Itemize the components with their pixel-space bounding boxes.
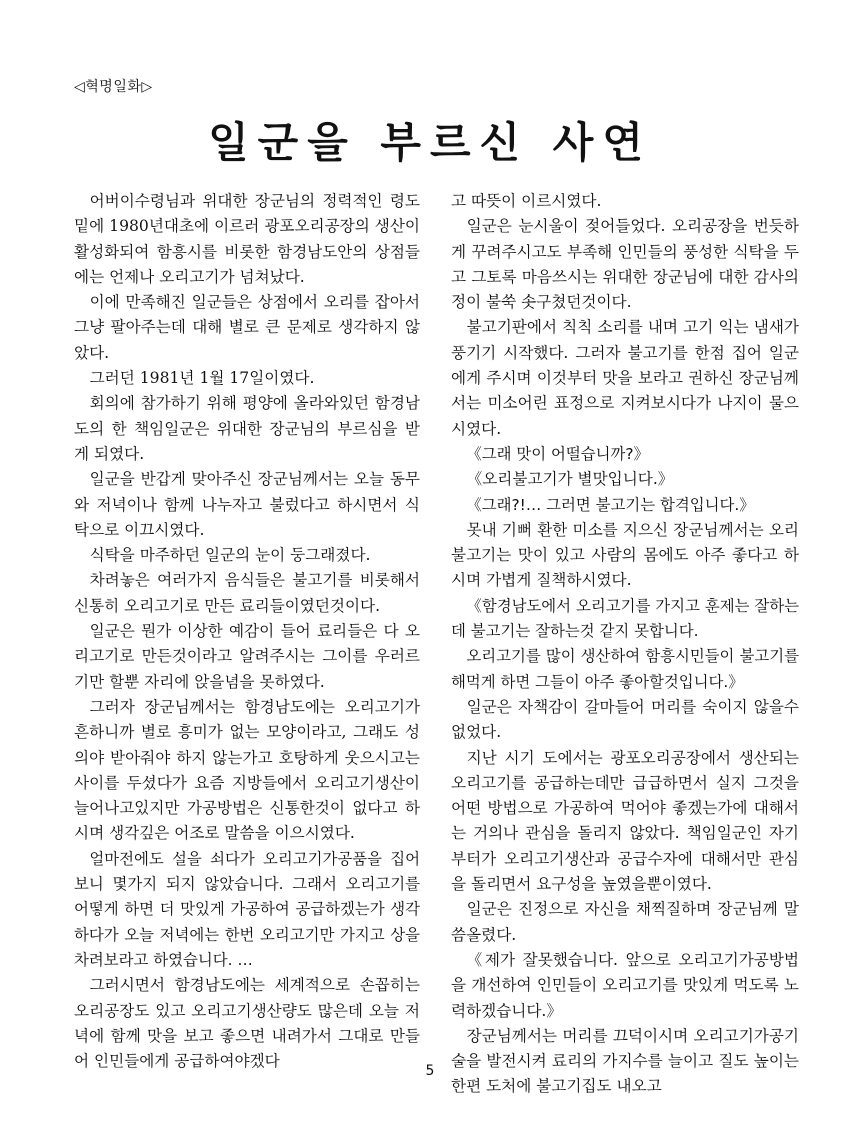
left-column (74, 189, 420, 1074)
quote: 《그래 맛이 어떨습니까?》 (466, 444, 649, 463)
paragraph: 일군은 눈시울이 젖어들었다. 오리공장을 번듯하게 꾸려주시고도 부족해 인민들의 풍성한 식탁을 두고 그토록 마음쓰시는 위대한 장군님에 대한 감사의 정이 불쑥 솟구쳤던것이다. (451, 217, 799, 312)
article-title: 일군을 부르신 사연 (208, 118, 652, 167)
paragraph: 일군을 반갑게 맞아주신 장군님께서는 오늘 동무와 저녁이나 함께 나누자고 불렀다고 하시면서 식탁으로 이끄시였다. (74, 470, 420, 539)
paragraph: 그러자 장군님께서는 함경남도에는 오리고기가 흔하니까 별로 흥미가 없는 모양이라고, 그래도 성의야 받아줘야 하지 않는가고 호탕하게 웃으시고는 사이를 두셨다가 요즘 지방들에서 오리고기생산이 늘어나고있지만 가공방법은 신통한것이 없다고 하시며 생각깊은 어조로 말씀을 이으시였다. (74, 697, 420, 843)
quote: 《함경남도에서 오리고기를 가지고 훈제는 잘하는데 불고기는 잘하는것 같지 못합니다. (451, 596, 799, 641)
paragraph: 그러던 1981년 1월 17일이였다. (89, 369, 315, 388)
page-number: 5 (425, 1063, 435, 1079)
paragraph: 일군은 진정으로 자신을 채찍질하며 장군님께 말씀올렸다. (451, 900, 799, 944)
paragraph: 일군은 자책감이 갈마들어 머리를 숙이지 않을수 없었다. (451, 697, 799, 742)
right-column (451, 189, 799, 1100)
quote: 《오리불고기가 별맛입니다.》 (466, 470, 674, 489)
paragraph: 이에 만족해진 일군들은 상점에서 오리를 잡아서 그냥 팔아주는데 대해 별로 큰 문제로 생각하지 않았다. (74, 293, 420, 362)
paragraph: 얼마전에도 설을 쇠다가 오리고기가공품을 집어보니 몇가지 되지 않았습니다. 그래서 오리고기를 어떻게 하면 더 맛있게 가공하여 공급하겠는가 생각하다가 오늘 저녁에는 한번 오리고기만 가지고 상을 차려보라고 하였습니다. … (74, 849, 420, 969)
paragraph: 차려놓은 여러가지 음식들은 불고기를 비롯해서 신통히 오리고기로 만든 료리들이였던것이다. (74, 571, 420, 615)
quote: 《제가 잘못했습니다. 앞으로 오리고기가공방법을 개선하여 인민들이 오리고기를 맛있게 먹도록 노력하겠습니다.》 (451, 950, 799, 1020)
quote: 오리고기를 많이 생산하여 함흥시민들이 불고기를 해먹게 하면 그들이 아주 좋아할것입니다.》 (451, 647, 799, 691)
paragraph: 회의에 참가하기 위해 평양에 올라와있던 함경남도의 한 책임일군은 위대한 장군님의 부르심을 받게 되였다. (74, 394, 420, 463)
paragraph: 장군님께서는 머리를 끄덕이시며 오리고기가공기술을 발전시켜 료리의 가지수를 늘이고 질도 높이는 한편 도처에 불고기집도 내오고 (451, 1026, 799, 1096)
quote: 《그래?!… 그러면 불고기는 합격입니다.》 (466, 495, 755, 514)
section-tag: ◁혁명일화▷ (74, 79, 153, 95)
paragraph: 고 따뜻이 이르시였다. (451, 192, 602, 210)
paragraph: 지난 시기 도에서는 광포오리공장에서 생산되는 오리고기를 공급하는데만 급급하면서 실지 그것을 어떤 방법으로 가공하여 먹어야 좋겠는가에 대해서는 거의나 관심을 돌리지 않았다. 책임일군인 자기부터가 오리고기생산과 공급수자에 대해서만 관심을 돌리면서 요구성을 높였을뿐이였다. (451, 748, 799, 894)
paragraph: 식탁을 마주하던 일군의 눈이 둥그래졌다. (89, 546, 371, 565)
paragraph: 어버이수령님과 위대한 장군님의 정력적인 령도밑에 1980년대초에 이르러 광포오리공장의 생산이 활성화되여 함흥시를 비롯한 함경남도안의 상점들에는 언제나 오리고기가 넘쳐났다. (74, 192, 420, 286)
paragraph: 일군은 뭔가 이상한 예감이 들어 료리들은 다 오리고기로 만든것이라고 알려주시는 그이를 우러르기만 할뿐 자리에 앉을념을 못하였다. (74, 622, 420, 691)
paragraph: 못내 기뻐 환한 미소를 지으신 장군님께서는 오리불고기는 맛이 있고 사람의 몸에도 아주 좋다고 하시며 가볍게 질책하시였다. (451, 520, 799, 590)
paragraph: 불고기판에서 칙칙 소리를 내며 고기 익는 냄새가 풍기기 시작했다. 그러자 불고기를 한점 집어 일군에게 주시며 이것부터 맛을 보라고 권하신 장군님께서는 미소어린 표정으로 지켜보시다가 나지이 물으시였다. (451, 318, 799, 438)
paragraph: 그러시면서 함경남도에는 세계적으로 손꼽히는 오리공장도 있고 오리고기생산량도 많은데 오늘 저녁에 함께 맛을 보고 좋으면 내려가서 그대로 만들어 인민들에게 공급하여야겠다 (74, 976, 420, 1071)
